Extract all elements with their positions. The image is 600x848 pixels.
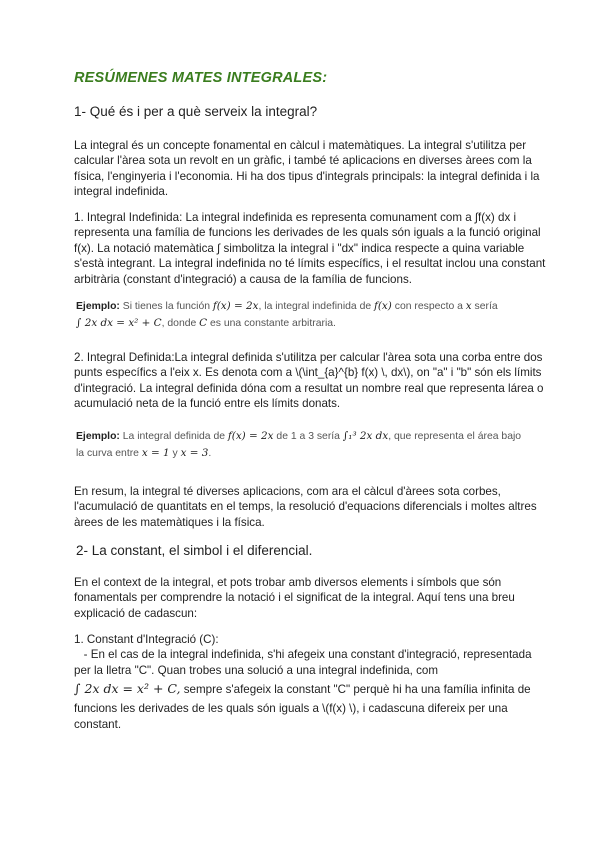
text-line: funcions les derivades de les quals són iguals a \(f(x) \), i cadascuna difereix per una [74, 702, 508, 716]
integral-indefinida-paragraph [74, 210, 546, 287]
text-line: sempre s'afegeix la constant "C" perquè hi ha una família infinita de [180, 683, 531, 697]
example-text: de 1 a 3 sería [273, 431, 343, 442]
text-line: acumulació neta de la funció entre els límits donats. [74, 397, 341, 411]
math-expression: ∫ 2x dx = x² + C [76, 317, 162, 329]
example-text: es una constante arbitraria. [207, 318, 336, 329]
text-line: - En el cas de la integral indefinida, s'hi afegeix una constant d'integració, representada [74, 648, 532, 662]
text-line: d'integració. La integral definida dóna com a resultat un nombre real que representa lárea o [74, 381, 544, 395]
example-text: , la integral indefinida de [258, 301, 375, 312]
section-2-heading: 2- La constant, el simbol i el diferencial. [76, 543, 313, 558]
text-line: integral indefinida. [74, 185, 169, 199]
example-text: La integral definida de [119, 431, 228, 442]
text-line: 1. Integral Indefinida: La integral indefinida es representa comunament com a ∫f(x) dx i [74, 211, 517, 224]
text-line: explicació de cadascun: [74, 606, 198, 620]
example-text: con respecto a [391, 301, 466, 312]
text-line: punts específics a l'eix x. Es denota com a \(\int_{a}^{b} f(x) \, dx\), on "a" i "b" són els límits [74, 366, 542, 380]
example-2-block [76, 428, 526, 462]
section-1-intro-paragraph [74, 138, 540, 200]
text-line: física, l'enginyeria i l'economia. Hi ha dos tipus d'integrals principals: la integral definida i la [74, 169, 540, 183]
example-1-block [76, 298, 526, 332]
text-line: per la lletra "C". Quan trobes una solució a una integral indefinida, com [74, 663, 438, 677]
example-label: Ejemplo: [76, 431, 120, 442]
text-line: àrees de les matemàtiques i la física. [74, 515, 265, 529]
text-line: fonamentals per comprendre la notació i el significat de la integral. Aquí tens una breu [74, 591, 515, 605]
text-line: f(x). La notació matemàtica ∫ simbolitza la integral i "dx" indica respecte a quina variable [74, 241, 525, 255]
math-expression: ∫ 2x dx = x² + C, [74, 681, 181, 697]
text-line: representa una família de funcions les derivades de les quals són iguals a la funció original [74, 226, 541, 240]
text-line: En el context de la integral, et pots trobar amb diversos elements i símbols que són [74, 576, 502, 589]
document-title: RESÚMENES MATES INTEGRALES: [74, 70, 328, 86]
example-text: y [169, 448, 181, 459]
integral-definida-paragraph [74, 350, 544, 412]
text-line: En resum, la integral té diverses aplicacions, com ara el càlcul d'àrees sota corbes, [74, 485, 501, 498]
constant-integration-paragraph [74, 632, 532, 732]
example-text: . [208, 448, 212, 459]
math-expression: f(x) = 2x [227, 430, 274, 442]
example-label: Ejemplo: [76, 301, 120, 312]
text-line: 1. Constant d'Integració (C): [74, 633, 219, 646]
example-text: , que representa el área bajo [388, 431, 522, 442]
text-line: arbitrària (constant d'integració) a causa de la família de funcions. [74, 272, 412, 286]
math-expression: ∫₁³ 2x dx [342, 430, 389, 442]
text-line: l'acumulació de quantitats en el temps, la resolució d'equacions diferencials i moltes altres [74, 500, 537, 514]
example-text: Si tienes la función [119, 301, 213, 312]
example-text: sería [471, 301, 498, 312]
math-expression: x = 1 [141, 447, 170, 459]
section-2-intro-paragraph [74, 575, 526, 621]
summary-paragraph [74, 484, 537, 530]
text-line: 2. Integral Definida:La integral definida s'utilitza per calcular l'àrea sota una corba entre dos [74, 351, 543, 364]
math-expression: x = 3 [180, 447, 209, 459]
example-text: la curva entre [76, 448, 142, 459]
math-expression: C [199, 317, 208, 329]
text-line: La integral és un concepte fonamental en càlcul i matemàtiques. La integral s'utilitza per [74, 139, 527, 152]
example-text: , donde [161, 318, 200, 329]
math-expression: f(x) = 2x [212, 300, 259, 312]
math-expression: x [465, 300, 472, 312]
section-1-heading: 1- Qué és i per a què serveix la integral? [74, 104, 318, 119]
text-line: calcular l'àrea sota un revolt en un gràfic, i també té aplicacions en diverses àrees com la [74, 154, 532, 168]
math-expression: f(x) [374, 300, 392, 312]
text-line: s'està integrant. La integral indefinida no té límits específics, i el resultat inclou una constant [74, 257, 546, 271]
text-line: constant. [74, 717, 122, 731]
